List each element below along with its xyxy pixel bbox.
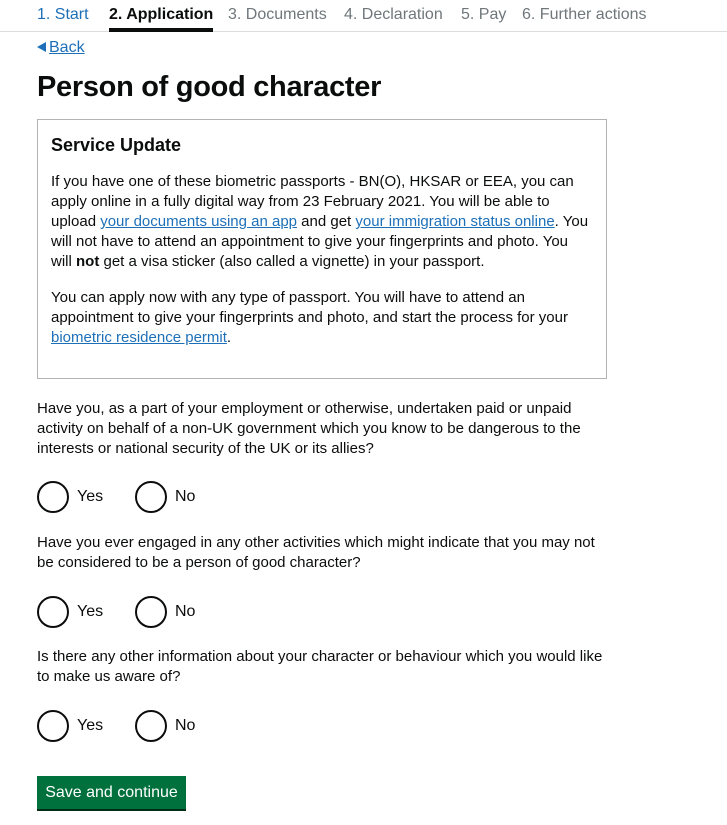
question-2-radios — [37, 596, 237, 628]
service-update-panel — [37, 119, 607, 379]
documents-app-link[interactable]: your documents using an app — [100, 213, 298, 230]
step-start-link[interactable]: 1. Start — [37, 6, 89, 23]
question-2-no-label: No — [175, 603, 196, 620]
service-update-heading: Service Update — [51, 135, 182, 155]
question-1-yes-radio[interactable] — [37, 481, 69, 513]
service-update-paragraph-1 — [51, 172, 593, 272]
step-documents: 3. Documents — [228, 6, 327, 23]
save-and-continue-button[interactable]: Save and continue — [37, 776, 186, 809]
p1-text-4: get a visa sticker (also called a vignette) in your passport. — [99, 253, 485, 270]
step-pay: 5. Pay — [461, 6, 507, 23]
question-3-radios — [37, 710, 237, 742]
question-3-no-option[interactable] — [135, 710, 195, 742]
question-1-no-option[interactable] — [135, 481, 195, 513]
page-title: Person of good character — [37, 71, 382, 103]
service-update-paragraph-2 — [51, 288, 593, 348]
p2-text-2: . — [226, 329, 232, 346]
question-2-text: Have you ever engaged in any other activities which might indicate that you may not be considered to be a person of good character? — [37, 534, 595, 571]
question-2-yes-option[interactable] — [37, 596, 103, 628]
question-3-no-label: No — [175, 717, 196, 734]
back-link-label: Back — [49, 39, 85, 56]
step-application-current: 2. Application — [109, 6, 214, 23]
question-1-radios — [37, 481, 237, 513]
p1-text-2: and get — [297, 213, 356, 230]
question-3-yes-option[interactable] — [37, 710, 103, 742]
question-2-no-option[interactable] — [135, 596, 195, 628]
question-3-yes-label: Yes — [77, 717, 104, 734]
question-1-no-label: No — [175, 488, 196, 505]
back-arrow-icon — [37, 42, 46, 52]
question-3-no-radio[interactable] — [135, 710, 167, 742]
immigration-status-link[interactable]: your immigration status online — [355, 213, 555, 230]
question-2-yes-label: Yes — [77, 603, 104, 620]
back-link[interactable] — [37, 39, 85, 57]
p1-text-1: If you have one of these biometric passports - BN(O), HKSAR or EEA, you can apply online in a fully digital way from 23 February 2021. You will be able to upload — [51, 173, 574, 230]
question-1-text: Have you, as a part of your employment or otherwise, undertaken paid or unpaid activity on behalf of a non-UK government which you know to be dangerous to the interests or national security of the UK or its allies? — [37, 400, 581, 457]
question-1-no-radio[interactable] — [135, 481, 167, 513]
step-further-actions: 6. Further actions — [522, 6, 647, 23]
question-3-yes-radio[interactable] — [37, 710, 69, 742]
question-2-no-radio[interactable] — [135, 596, 167, 628]
biometric-residence-permit-link[interactable]: biometric residence permit — [51, 329, 227, 346]
question-2-yes-radio[interactable] — [37, 596, 69, 628]
progress-steps — [0, 0, 727, 32]
p2-text-1: You can apply now with any type of passport. You will have to attend an appointment to give your fingerprints and photo, and start the process for your — [51, 289, 568, 326]
question-3-text: Is there any other information about your character or behaviour which you would like to make us aware of? — [37, 648, 603, 685]
step-declaration: 4. Declaration — [344, 6, 443, 23]
p1-bold-not: not — [76, 253, 100, 270]
p1-text-3: . You will not have to attend an appointment to give your fingerprints and photo. You will — [51, 213, 589, 270]
question-1-yes-option[interactable] — [37, 481, 103, 513]
question-1-yes-label: Yes — [77, 488, 104, 505]
